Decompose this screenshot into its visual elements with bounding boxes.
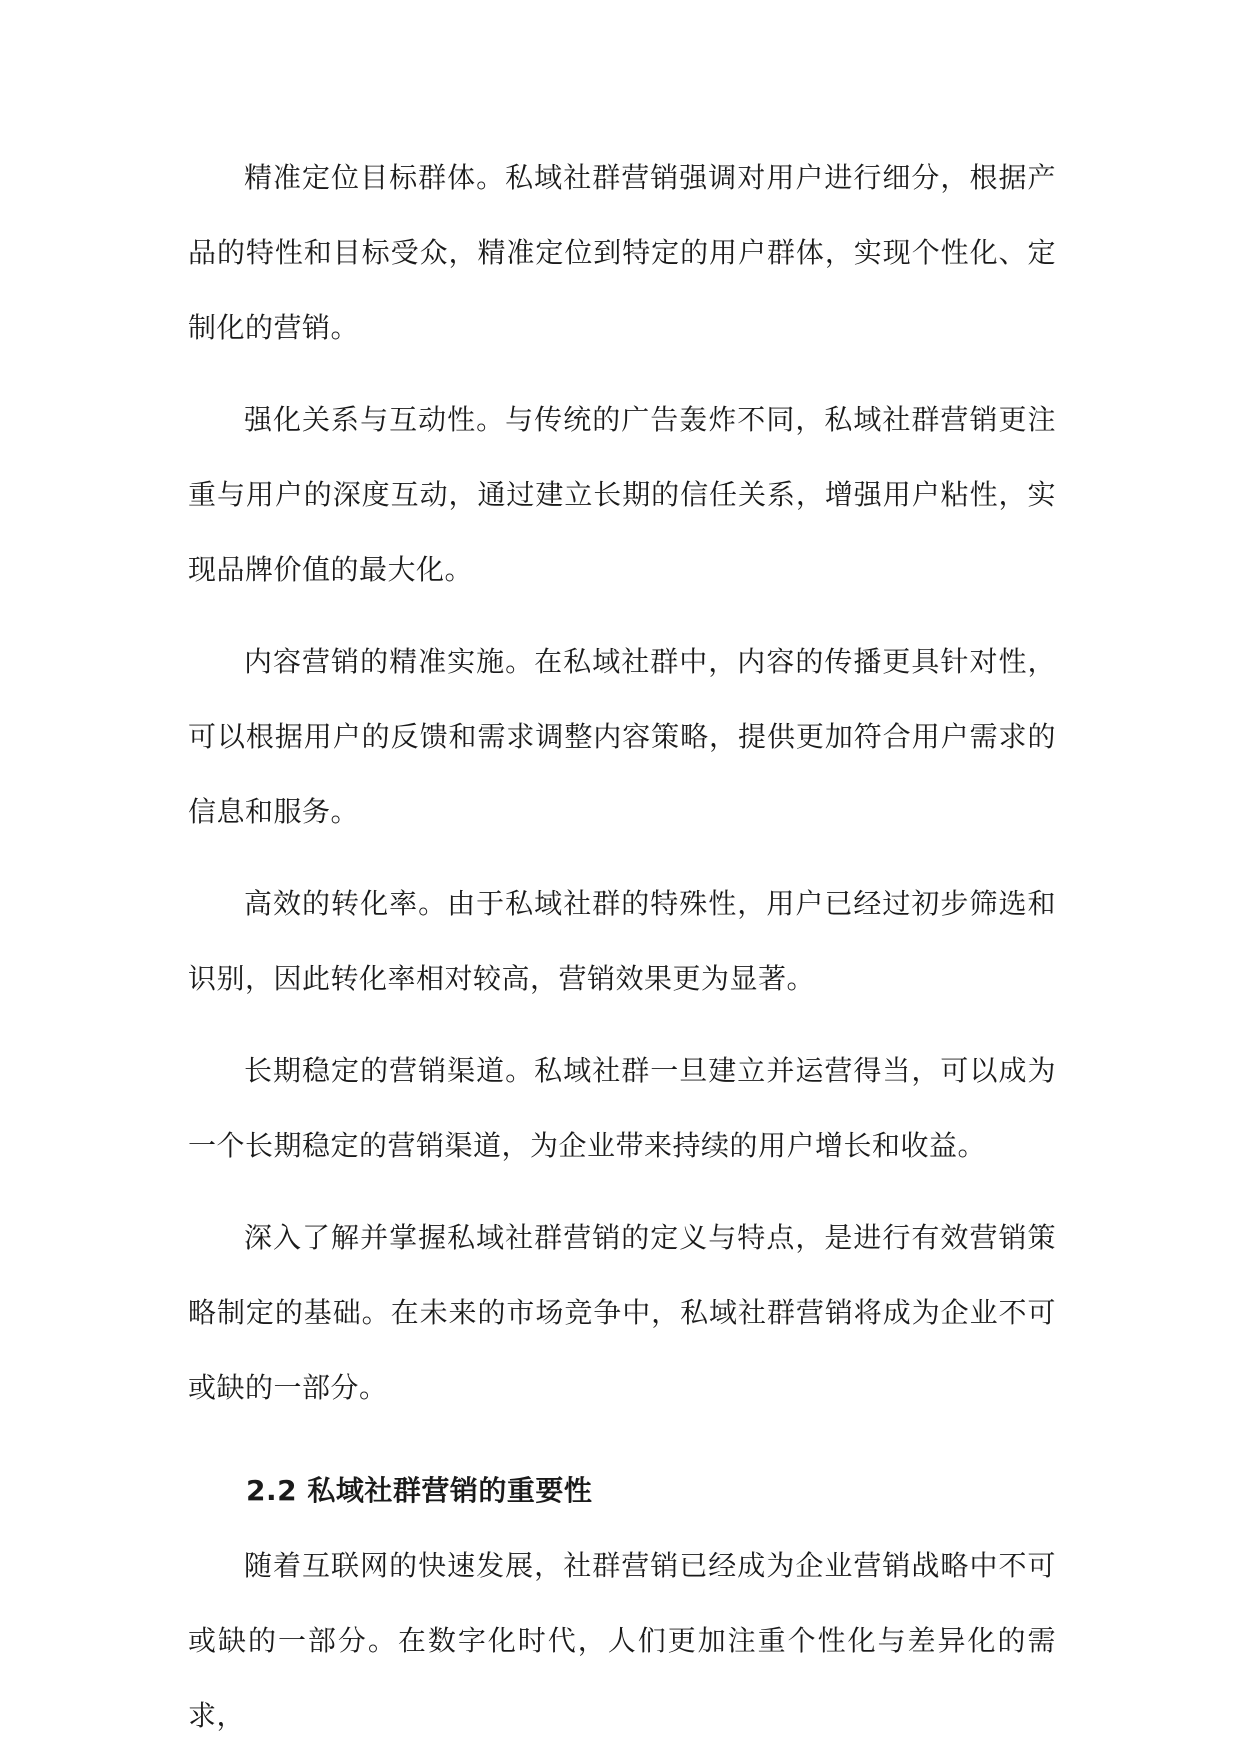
paragraph-conversion-rate: 高效的转化率。由于私域社群的特殊性，用户已经过初步筛选和识别，因此转化率相对较高，营销效果更为显著。 [188, 887, 1056, 995]
paragraph-conclusion: 深入了解并掌握私域社群营销的定义与特点，是进行有效营销策略制定的基础。在未来的市场竞争中，私域社群营销将成为企业不可或缺的一部分。 [188, 1221, 1056, 1404]
paragraph-precise-targeting: 精准定位目标群体。私域社群营销强调对用户进行细分，根据产品的特性和目标受众，精准定位到特定的用户群体，实现个性化、定制化的营销。 [188, 161, 1056, 344]
document-page [188, 140, 1056, 1753]
paragraph-section-intro: 随着互联网的快速发展，社群营销已经成为企业营销战略中不可或缺的一部分。在数字化时代，人们更加注重个性化与差异化的需求， [188, 1549, 1056, 1732]
section-heading: 2.2 私域社群营销的重要性 [246, 1474, 593, 1507]
paragraph-content-marketing: 内容营销的精准实施。在私域社群中，内容的传播更具针对性，可以根据用户的反馈和需求调整内容策略，提供更加符合用户需求的信息和服务。 [188, 645, 1056, 828]
paragraph-stable-channel: 长期稳定的营销渠道。私域社群一旦建立并运营得当，可以成为一个长期稳定的营销渠道，为企业带来持续的用户增长和收益。 [188, 1054, 1056, 1162]
paragraph-relationship-interaction: 强化关系与互动性。与传统的广告轰炸不同，私域社群营销更注重与用户的深度互动，通过建立长期的信任关系，增强用户粘性，实现品牌价值的最大化。 [188, 403, 1056, 586]
